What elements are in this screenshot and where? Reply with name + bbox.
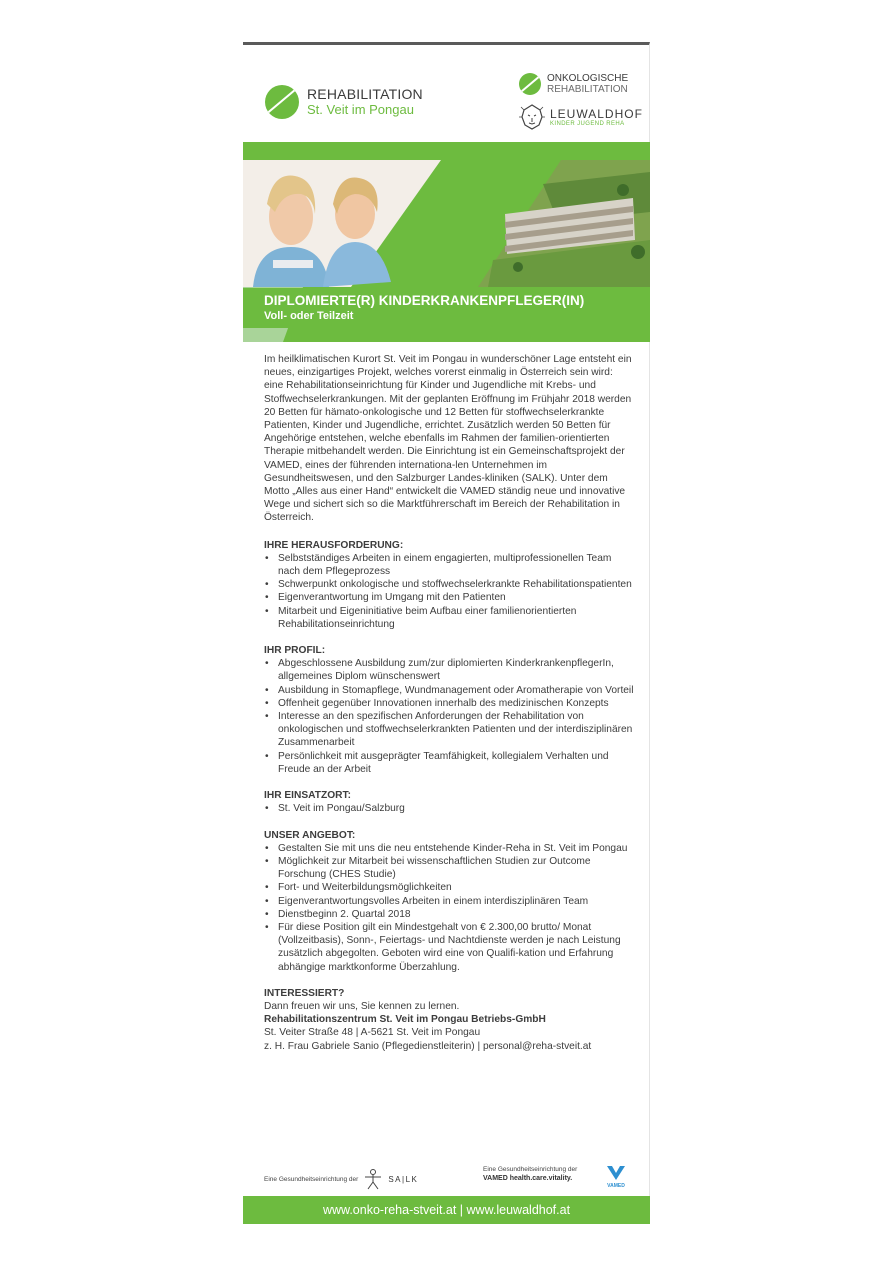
list-item: • Fort- und Weiterbildungsmöglichkeiten — [264, 881, 634, 894]
list-item: • Dienstbeginn 2. Quartal 2018 — [264, 908, 634, 921]
section-heading: UNSER ANGEBOT: — [264, 829, 356, 841]
vamed-block — [483, 1165, 577, 1183]
footer-url-bar[interactable] — [243, 1196, 650, 1224]
section-heading: IHR EINSATZORT: — [264, 790, 351, 802]
footer-logos — [243, 1160, 650, 1196]
leuwaldhof-title: LEUWALDHOF — [550, 107, 643, 121]
section-heading: IHR PROFIL: — [264, 645, 326, 657]
contact-person-email[interactable]: z. H. Frau Gabriele Sanio (Pflegedienstleiterin) | personal@reha-stveit.at — [264, 1040, 592, 1052]
list-item: • Persönlichkeit mit ausgeprägter Teamfähigkeit, kollegialem Verhalten und Freude an der Arbeit — [264, 750, 634, 776]
vamed-name: VAMED health.care.vitality. — [483, 1175, 573, 1182]
vitruvian-figure-icon — [362, 1168, 384, 1190]
leuwaldhof-logo — [519, 103, 643, 131]
job-title-band — [243, 288, 650, 328]
leuwaldhof-subtitle: KINDER JUGEND REHA — [550, 121, 625, 127]
section-challenge — [264, 539, 634, 631]
list-item: • Schwerpunkt onkologische und stoffwechselerkrankte Rehabilitationspatienten — [264, 578, 634, 591]
onkologische-logo — [519, 73, 628, 95]
job-subtitle: Voll- oder Teilzeit — [264, 310, 354, 322]
contact-heading: INTERESSIERT? — [264, 987, 345, 999]
list-item: • Ausbildung in Stomapflege, Wundmanagement oder Aromatherapie von Vorteil — [264, 684, 634, 697]
list-item: • Eigenverantwortung im Umgang mit den Patienten — [264, 591, 634, 604]
section-heading: IHRE HERAUSFORDERUNG: — [264, 539, 404, 551]
contact-intro: Dann freuen wir uns, Sie kennen zu lernen. — [264, 1000, 460, 1012]
logo-main-subtitle: St. Veit im Pongau — [307, 102, 414, 117]
leaf-icon — [519, 73, 541, 95]
onko-line1: ONKOLOGISCHE — [547, 73, 629, 84]
vamed-logo-icon — [605, 1164, 627, 1188]
section-profile — [264, 644, 634, 776]
list-item: • Mitarbeit und Eigeninitiative beim Aufbau einer familienorientierten Rehabilitationseinrichtung — [264, 605, 634, 631]
vamed-prefix: Eine Gesundheitseinrichtung der — [483, 1166, 578, 1173]
list-item: • Offenheit gegenüber Innovationen innerhalb des medizinischen Konzepts — [264, 697, 634, 710]
job-ad-sheet — [243, 42, 650, 1221]
contact-block — [264, 987, 634, 1053]
company-address: St. Veiter Straße 48 | A-5621 St. Veit im Pongau — [264, 1027, 481, 1039]
intro-paragraph: Im heilklimatischen Kurort St. Veit im Pongau in wunderschöner Lage entsteht ein neues, einzigartiges Projekt, welches vorerst einmalig in Österreich sein wird: eine Rehabilitationseinrichtung für Kinder und Jugendliche mit Krebs- und Stoffwechselerkrankungen. Mit der geplanten Eröffnung im Frühjahr 2018 werden 20 Betten für hämato-onkologische und 12 Betten für stoffwechselerkrankte Patienten, Kinder und Jugendliche, errichtet. Zusätzlich werden 50 Betten für Angehörige entstehen, welche ebenfalls im Rahmen der familien-orientierten Therapie mitbehandelt werden. Die Einrichtung ist ein Gemeinschaftsprojekt der VAMED, eines der führenden internationa-len Unternehmen im Gesundheitswesen, und den Salzburger Landes-kliniken (SALK). Unter dem Motto „Alles aus einer Hand“ entwickelt die VAMED ständig neue und innovative Wege und sichert sich so die Marktführerschaft im Bereich der Rehabilitation in Österreich. — [264, 354, 632, 524]
section-offer — [264, 829, 634, 974]
job-title: DIPLOMIERTE(R) KINDERKRANKENPFLEGER(IN) — [264, 293, 585, 308]
list-item: • Möglichkeit zur Mitarbeit bei wissenschaftlichen Studien zur Outcome Forschung (CHES Studie) — [264, 855, 634, 881]
ad-content — [264, 353, 634, 1053]
list-item: • Gestalten Sie mit uns die neu entstehende Kinder-Reha in St. Veit im Pongau — [264, 842, 634, 855]
section-location — [264, 789, 634, 815]
list-item: • Interesse an den spezifischen Anforderungen der Rehabilitation von onkologischen und stoffwechselerkrankten Patienten und der interdisziplinären Zusammenarbeit — [264, 710, 634, 750]
onko-line2: REHABILITATION — [547, 84, 628, 95]
leaf-icon — [265, 85, 299, 119]
rehabilitation-logo — [265, 85, 423, 119]
list-item: • Selbstständiges Arbeiten in einem engagierten, multiprofessionellen Team nach dem Pflegeprozess — [264, 552, 634, 578]
list-item: • Für diese Position gilt ein Mindestgehalt von € 2.300,00 brutto/ Monat (Vollzeitbasis), Sonn-, Feiertags- und Nachtdienste werden je nach Leistung zusätzlich abgegolten. Geboten wird eine von Qualifi-kation und Erfahrung abhängige marktkonforme Überzahlung. — [264, 921, 634, 974]
logo-main-title: REHABILITATION — [307, 86, 423, 102]
salk-prefix: Eine Gesundheitseinrichtung der — [264, 1175, 359, 1183]
salk-name: SA|LK — [388, 1174, 419, 1184]
list-item: • Eigenverantwortungsvolles Arbeiten in einem interdisziplinären Team — [264, 895, 634, 908]
footer-urls[interactable]: www.onko-reha-stveit.at | www.leuwaldhof.at — [322, 1203, 571, 1217]
company-name: Rehabilitationszentrum St. Veit im Pongau Betriebs-GmbH — [264, 1014, 546, 1026]
salk-logo — [264, 1168, 418, 1190]
lion-icon — [519, 103, 545, 131]
vamed-logo-text: VAMED — [607, 1183, 625, 1188]
list-item: • St. Veit im Pongau/Salzburg — [264, 802, 634, 815]
list-item: • Abgeschlossene Ausbildung zum/zur diplomierten KinderkrankenpflegerIn, allgemeines Diplom wünschenswert — [264, 657, 634, 683]
